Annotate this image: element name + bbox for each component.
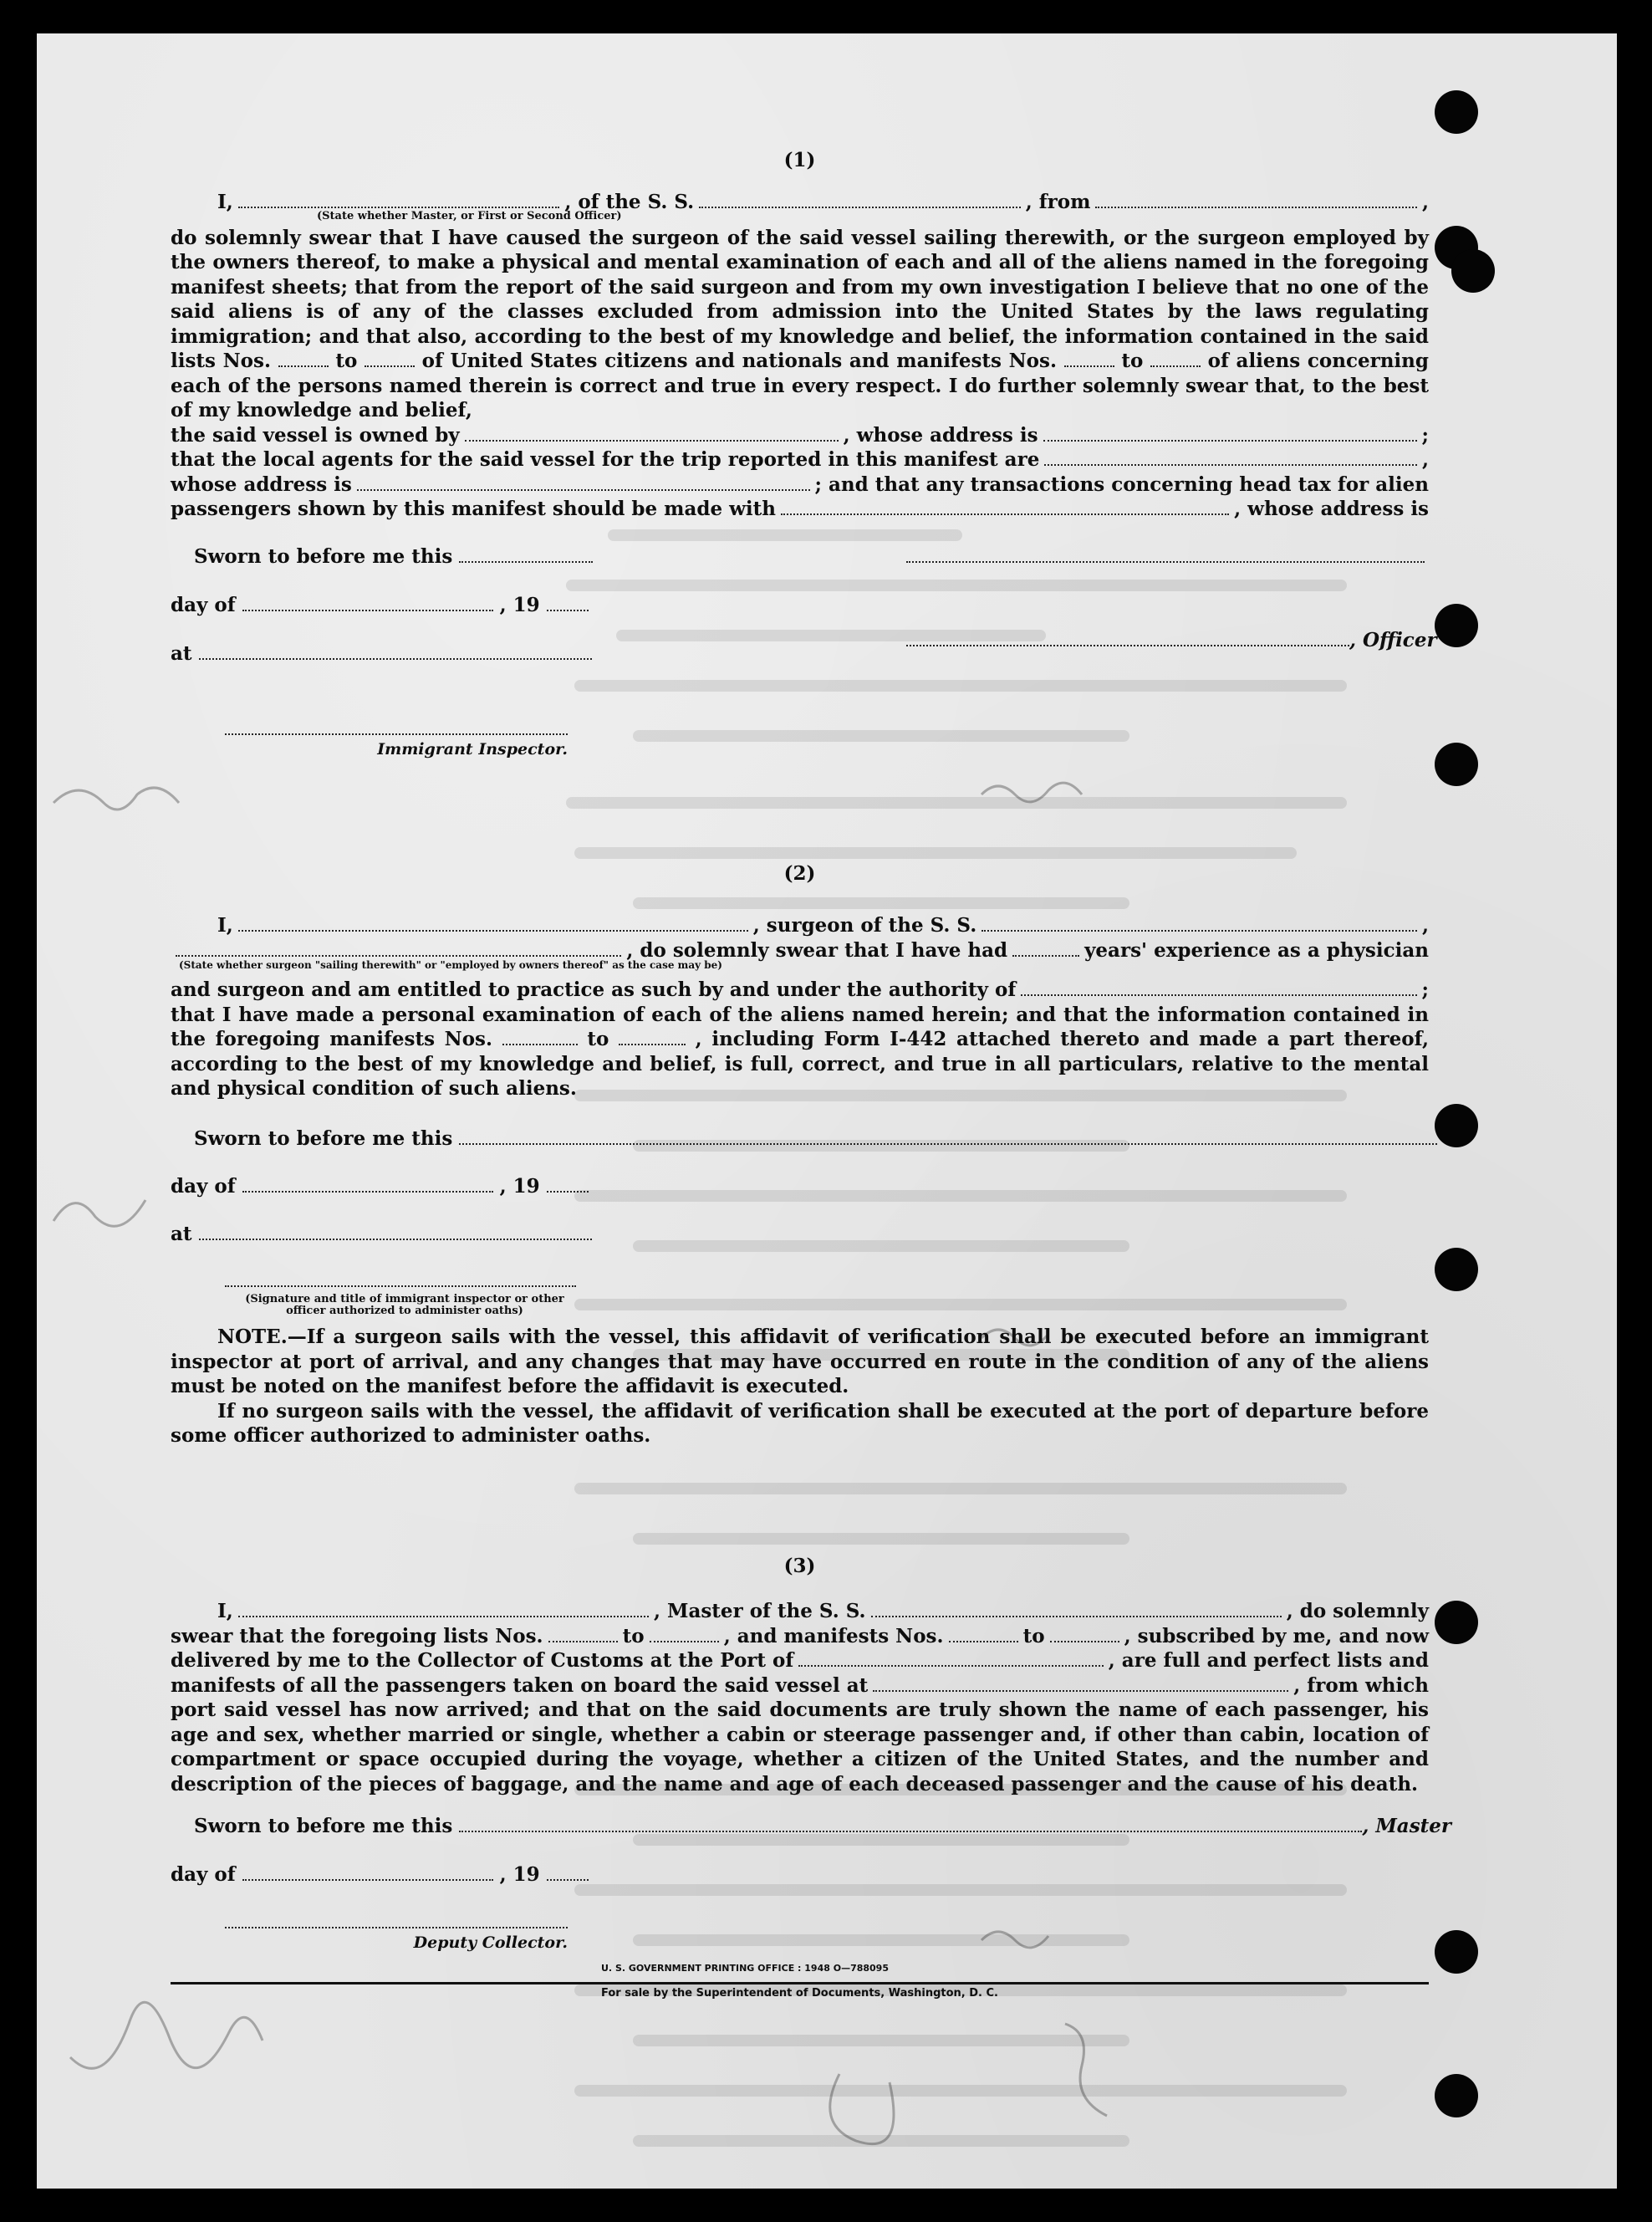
surgeon-name-field[interactable] xyxy=(238,915,748,932)
manifests-text: of United States citizens and nationals and manifests Nos. xyxy=(421,350,1057,372)
at-line-2 xyxy=(171,1223,592,1245)
day-field-2[interactable] xyxy=(242,1176,493,1193)
for-sale-imprint: For sale by the Superintendent of Documents, Washington, D. C. xyxy=(600,1987,998,2000)
officer-signature-field-1[interactable] xyxy=(906,546,1425,563)
address-label: whose address is xyxy=(171,472,352,496)
manifests-label: foregoing manifests Nos. xyxy=(215,1028,493,1050)
lists-from-field[interactable] xyxy=(278,350,329,367)
lists-to-field[interactable] xyxy=(365,350,415,367)
surgeon-line xyxy=(171,913,1429,938)
manifests-to-field-3[interactable] xyxy=(1050,1626,1119,1642)
immigrant-inspector-caption: Immigrant Inspector. xyxy=(377,740,568,759)
passengers-label: passengers shown by this manifest should be made with xyxy=(171,498,776,520)
master-name-field[interactable] xyxy=(238,1601,649,1617)
to-label: to xyxy=(1121,350,1144,372)
departure-line xyxy=(171,1673,1429,1698)
sworn-line-1 xyxy=(156,545,593,568)
to-label: to xyxy=(335,350,358,372)
authority-label: and surgeon and am entitled to practice as such by and under the authority of xyxy=(171,978,1017,1001)
at-label: at xyxy=(171,642,192,665)
day-of-label: day of xyxy=(171,594,236,616)
inspector-signature-2 xyxy=(225,1269,584,1317)
departure-port-field[interactable] xyxy=(873,1675,1288,1692)
master-label: , Master xyxy=(1362,1815,1452,1837)
swear-label: , do solemnly xyxy=(1286,1600,1429,1622)
owner-field[interactable] xyxy=(465,425,839,442)
perfect-lists-label: , are full and perfect lists and xyxy=(1108,1649,1429,1672)
oath-text-2: of aliens concerning each of the persons named therein is correct and true in every respect. I do further solemnly swear that, to the best of my knowledge and belief, xyxy=(171,350,1429,421)
agent-address-field[interactable] xyxy=(357,474,810,491)
manifests-from-field[interactable] xyxy=(1064,350,1114,367)
head-tax-line xyxy=(171,497,1429,522)
owner-address-field[interactable] xyxy=(1043,425,1417,442)
sworn-date-field[interactable] xyxy=(459,546,593,563)
oath-text: do solemnly swear that I have caused the surgeon of the said vessel sailing therewith, or the surgeon employed by the owners thereof, to make a physical and mental examination of each and all of the aliens named in the foregoing manifest sheets; that from the report of the said surgeon and from my own investigation I believe that no one of the said aliens is of any of the classes excluded from admission into the United States by the laws regulating immigration; and that also, according to the best of my knowledge and belief, the information contained in the said lists Nos. xyxy=(171,226,1429,372)
master-line xyxy=(171,1599,1429,1624)
i-label: I, xyxy=(217,914,233,937)
subscribed-label: , subscribed by me, and now xyxy=(1124,1624,1430,1647)
deputy-collector-caption: Deputy Collector. xyxy=(413,1933,568,1952)
port-line xyxy=(171,1648,1429,1673)
lists-to-field-3[interactable] xyxy=(650,1626,719,1642)
section-3-para: port said vessel has now arrived; and that on the said documents are truly shown the name of each passenger, his age and sex, whether married or single, whether a cabin or steerage passenger and, if other than cabin, location of compartment or space occupied during the voyage, whether a citizen of the United States, and the number and description of the pieces of baggage, and the name and age of each deceased passenger and the cause of his death. xyxy=(171,1698,1429,1795)
exam-text: that I have made a personal examination of each of the aliens named herein; and that the information contained in the xyxy=(171,1003,1429,1050)
inspector-signature-field[interactable] xyxy=(225,718,568,735)
year-field[interactable] xyxy=(547,595,589,611)
address-label: , whose address is xyxy=(843,423,1038,447)
vessel-name-field-3[interactable] xyxy=(871,1601,1282,1617)
section-2-heading: (2) xyxy=(783,862,816,885)
section-3-heading: (3) xyxy=(783,1555,816,1577)
lists-from-field-3[interactable] xyxy=(548,1626,618,1642)
collector-signature xyxy=(225,1911,568,1952)
note-1 xyxy=(171,1325,1429,1399)
sworn-label: Sworn to before me this xyxy=(194,1815,453,1837)
surgeon-status-field[interactable] xyxy=(176,940,621,957)
section-1 xyxy=(171,148,1429,173)
manifests-label: , and manifests Nos. xyxy=(723,1624,944,1647)
section-3 xyxy=(171,1554,1429,1579)
comma: , xyxy=(1422,191,1430,213)
day-of-label: day of xyxy=(171,1863,236,1886)
manifests-from-field-3[interactable] xyxy=(949,1626,1018,1642)
gpo-imprint: U. S. GOVERNMENT PRINTING OFFICE : 1948 O—788095 xyxy=(601,1963,889,1974)
lists-label: swear that the foregoing lists Nos. xyxy=(171,1624,543,1647)
manifests-from-field-2[interactable] xyxy=(502,1029,578,1045)
years-experience-field[interactable] xyxy=(1012,940,1079,957)
officer-signature xyxy=(906,629,1437,651)
swear-label: , do solemnly swear that I have had xyxy=(626,938,1008,962)
year-field-2[interactable] xyxy=(547,1176,589,1193)
section-2-notes xyxy=(171,1325,1429,1448)
master-of-ss-label: , Master of the S. S. xyxy=(653,1600,866,1622)
from-which-label: , from which xyxy=(1293,1673,1429,1697)
head-tax-contact-field[interactable] xyxy=(781,498,1229,515)
comma: , xyxy=(1421,448,1429,471)
day-line-1 xyxy=(171,594,589,616)
section-1-para-1 xyxy=(171,226,1429,423)
inspector-signature-field-2[interactable] xyxy=(225,1270,576,1287)
day-line-3 xyxy=(171,1863,589,1886)
comma: , xyxy=(1421,914,1429,937)
collector-signature-field[interactable] xyxy=(225,1912,568,1928)
section-2 xyxy=(171,861,1429,886)
footer-rule xyxy=(171,1982,1429,1984)
to-label: to xyxy=(587,1028,609,1050)
officer-label: , Officer xyxy=(1349,629,1437,651)
agents-line xyxy=(171,447,1429,472)
authority-line xyxy=(171,978,1429,1003)
day-field[interactable] xyxy=(242,595,493,611)
lists-line xyxy=(171,1624,1429,1649)
sworn-label: Sworn to before me this xyxy=(194,1127,453,1150)
vessel-name-field[interactable] xyxy=(699,192,1021,208)
owned-by-label: the said vessel is owned by xyxy=(171,423,460,447)
of-ss-label: , of the S. S. xyxy=(564,191,695,213)
i-label: I, xyxy=(217,1600,233,1622)
owner-line xyxy=(171,423,1429,448)
taken-on-board-label: manifests of all the passengers taken on board the said vessel at xyxy=(171,1673,869,1697)
i-label: I, xyxy=(217,191,233,213)
sworn-line-3 xyxy=(156,1815,1451,1837)
officer-signature-field-2[interactable] xyxy=(906,630,1349,646)
inspector-signature xyxy=(225,718,568,759)
officer-note: (State whether Master, or First or Second Officer) xyxy=(317,209,622,222)
agents-label: that the local agents for the said vessel for the trip reported in this manifest are xyxy=(171,448,1040,471)
day-line-2 xyxy=(171,1175,589,1198)
authority-field[interactable] xyxy=(1021,979,1416,996)
sworn-label: Sworn to before me this xyxy=(194,545,453,568)
note-label: NOTE. xyxy=(217,1326,288,1348)
vessel-name-field-2[interactable] xyxy=(982,915,1417,932)
manifest-back-page xyxy=(37,33,1617,2189)
semicolon: ; xyxy=(1421,423,1430,447)
officer-signature-top xyxy=(906,545,1425,568)
head-tax-label: ; and that any transactions concerning head tax for alien xyxy=(814,472,1429,496)
port-label: delivered by me to the Collector of Customs at the Port of xyxy=(171,1649,794,1672)
at-place-field[interactable] xyxy=(199,643,592,660)
note-1-text: —If a surgeon sails with the vessel, this affidavit of verification shall be executed before an immigrant inspector at port of arrival, and any changes that may have occurred en route in the condition of any of the aliens must be noted on the manifest before the affidavit is executed. xyxy=(171,1326,1429,1397)
manifests-to-field-2[interactable] xyxy=(619,1029,686,1045)
agents-field[interactable] xyxy=(1044,449,1417,466)
from-label: , from xyxy=(1025,191,1091,213)
year-field-3[interactable] xyxy=(547,1864,589,1881)
at-place-field-2[interactable] xyxy=(199,1223,592,1240)
to-label: to xyxy=(1022,1624,1045,1647)
address-label: , whose address is xyxy=(1234,498,1429,520)
at-line-1 xyxy=(171,642,592,665)
exam-text-2: , including Form I-442 attached thereto and made a part thereof, according to the best of my knowledge and belief, is full, correct, and true in all particulars, relative to the mental and physical condition of such aliens. xyxy=(171,1028,1429,1100)
sworn-date-field-2[interactable] xyxy=(459,1128,1437,1145)
surgeon-note: (State whether surgeon "sailing therewith" or "employed by owners thereof" as the case may be) xyxy=(179,959,722,971)
year-label: , 19 xyxy=(499,1863,540,1886)
surgeon-of-ss-label: , surgeon of the S. S. xyxy=(752,914,977,937)
semicolon: ; xyxy=(1421,978,1429,1001)
manifests-to-field[interactable] xyxy=(1150,350,1201,367)
section-1-body xyxy=(171,190,1429,522)
officer-name-field[interactable] xyxy=(238,192,560,208)
note-2: If no surgeon sails with the vessel, the affidavit of verification shall be executed at the port of departure before some officer authorized to administer oaths. xyxy=(171,1399,1429,1447)
signature-note: (Signature and title of immigrant inspector or other officer authorized to administer oaths) xyxy=(245,1293,564,1317)
section-2-body xyxy=(171,913,1429,1101)
section-3-body xyxy=(171,1599,1429,1796)
section-2-para xyxy=(171,1003,1429,1101)
sworn-line-2 xyxy=(156,1127,1437,1150)
from-port-field[interactable] xyxy=(1095,192,1417,208)
at-label: at xyxy=(171,1223,192,1245)
agent-address-line xyxy=(171,472,1429,498)
to-label: to xyxy=(622,1624,645,1647)
day-field-3[interactable] xyxy=(242,1864,493,1881)
experience-label: years' experience as a physician xyxy=(1084,938,1429,962)
section-1-heading: (1) xyxy=(783,149,816,171)
day-of-label: day of xyxy=(171,1175,236,1198)
year-label: , 19 xyxy=(499,594,540,616)
port-field[interactable] xyxy=(798,1650,1104,1667)
sworn-date-field-3[interactable] xyxy=(459,1816,1362,1832)
year-label: , 19 xyxy=(499,1175,540,1198)
